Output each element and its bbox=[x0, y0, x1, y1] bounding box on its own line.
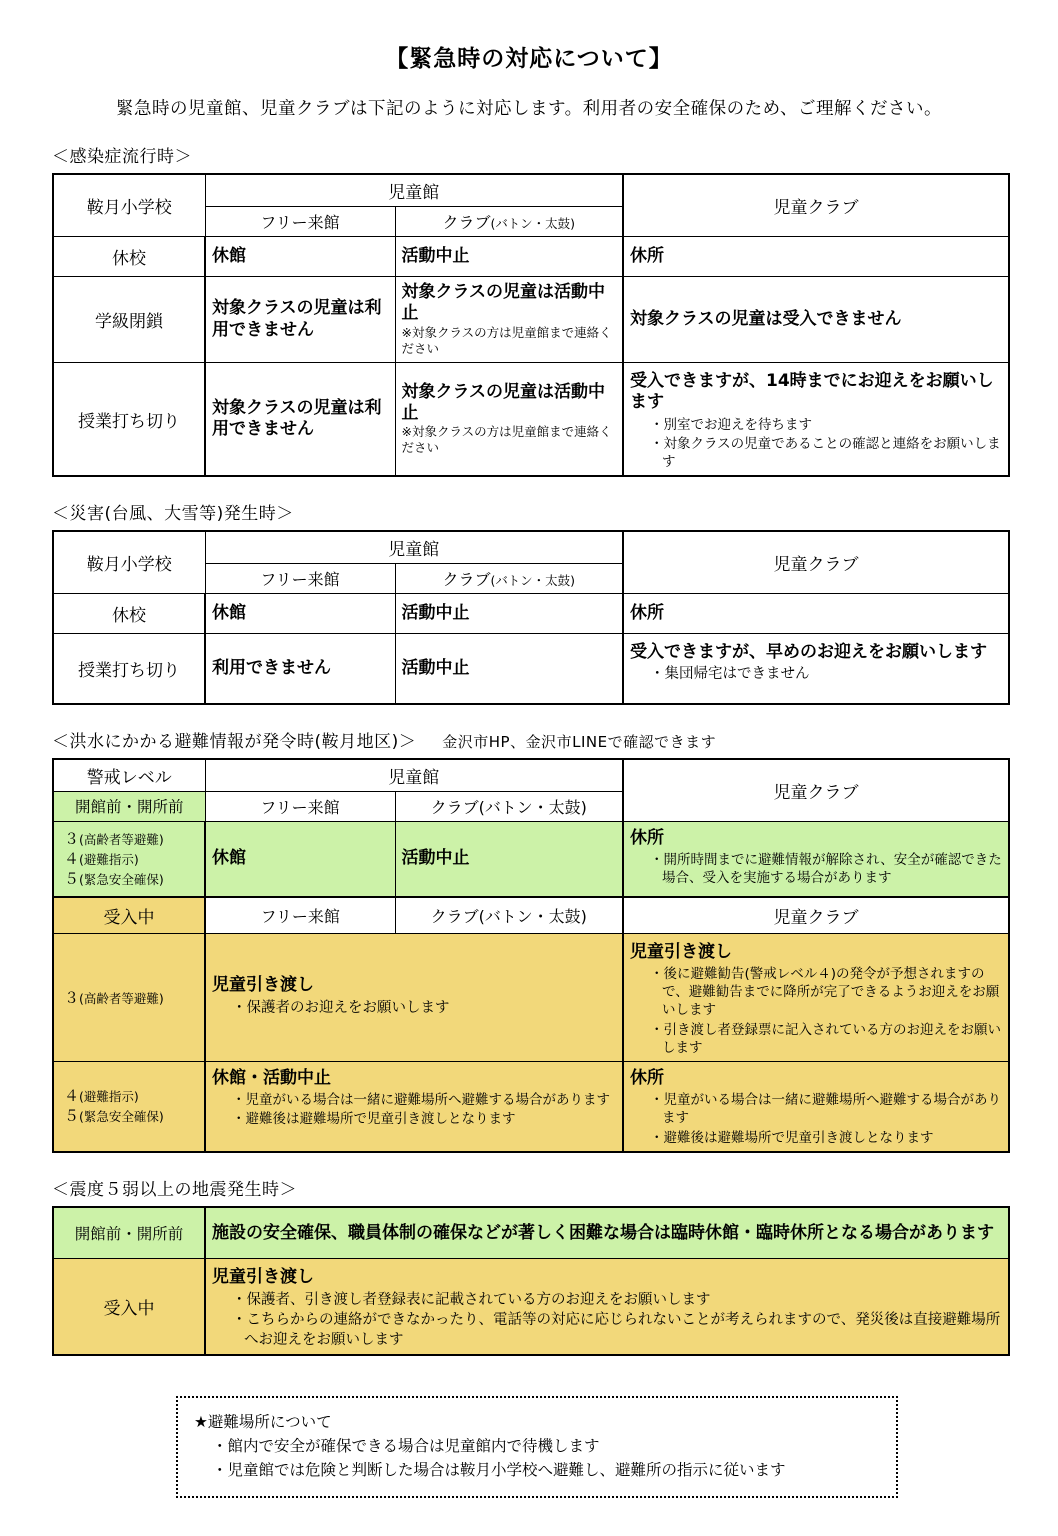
header-jidou-club: 児童クラブ bbox=[623, 174, 1009, 237]
evacuation-note-list bbox=[194, 1435, 880, 1482]
cell-club-class-cancel: 活動中止 bbox=[395, 634, 623, 704]
cell-warning-level-3: ３(高齢者等避難) bbox=[53, 933, 205, 1061]
header-school: 鞍月小学校 bbox=[53, 531, 205, 594]
table-disaster bbox=[52, 530, 1010, 705]
row-label-closed-school: 休校 bbox=[53, 237, 205, 277]
cell-free-closed: 休館 bbox=[205, 594, 395, 634]
header-accepting: 受入中 bbox=[53, 897, 205, 933]
header-club: クラブ(バトン・太鼓) bbox=[395, 207, 623, 237]
bullet-list: ・ 児童がいる場合は一緒に避難場所へ避難する場合があります ・ 避難後は避難場所で児童引き渡しとなります bbox=[212, 1091, 616, 1128]
section-2-heading: ＜災害(台風、大雪等)発生時＞ bbox=[52, 504, 294, 525]
table-row-green bbox=[53, 821, 1009, 897]
lead-paragraph: 緊急時の児童館、児童クラブは下記のように対応します。利用者の安全確保のため、ご理解ください。 bbox=[116, 99, 942, 119]
cell-free-green: 休館 bbox=[205, 821, 395, 897]
cell-jidouclub-green: 休所 ・ 開所時間までに避難情報が解除され、安全が確認できた場合、受入を実施する場合があります bbox=[623, 821, 1009, 897]
table-header-row bbox=[53, 531, 1009, 564]
table-row bbox=[53, 634, 1009, 704]
header-jidoukan: 児童館 bbox=[205, 174, 623, 207]
header-jidou-club-2: 児童クラブ bbox=[623, 897, 1009, 933]
bullet-list: ・ 保護者のお迎えをお願いします bbox=[212, 999, 616, 1019]
table-earthquake bbox=[52, 1206, 1010, 1356]
header-before-open: 開館前・開所前 bbox=[53, 791, 205, 821]
bullet-list: ・ 後に避難勧告(警戒レベル４)の発令が予想されますので、避難勧告までに降所が完了できるようお迎えをお願いします ・ 引き渡し者登録票に記入されている方のお迎えをお願いします bbox=[630, 965, 1002, 1057]
header-warning-level: 警戒レベル bbox=[53, 759, 205, 792]
cell-earthquake-accepting: 児童引き渡し ・ 保護者、引き渡し者登録表に記載されている方のお迎えをお願いします ・ こちらからの連絡ができなかったり、電話等の対応に応じられないことが考えられますので、発災後は直接避難場所へお迎えをお願いします bbox=[205, 1259, 1009, 1355]
table-row-yellow bbox=[53, 933, 1009, 1061]
cell-warning-level-45: ４(避難指示) ５(緊急安全確保) bbox=[53, 1062, 205, 1152]
header-jidou-club: 児童クラブ bbox=[623, 531, 1009, 594]
cell-club-class-closure: 対象クラスの児童は活動中止 ※対象クラスの方は児童館まで連絡ください bbox=[395, 277, 623, 363]
section-1-heading: ＜感染症流行時＞ bbox=[52, 147, 192, 167]
cell-club-class-cancel: 対象クラスの児童は活動中止 ※対象クラスの方は児童館まで連絡ください bbox=[395, 363, 623, 477]
evacuation-note-box bbox=[176, 1396, 898, 1498]
list-item: ・ 館内で安全が確保できる場合は児童館内で待機します bbox=[212, 1435, 880, 1458]
header-club: クラブ(バトン・太鼓) bbox=[395, 564, 623, 594]
bullet-list: ・ 集団帰宅はできません bbox=[630, 665, 1002, 685]
row-label-class-cancel: 授業打ち切り bbox=[53, 634, 205, 704]
cell-jidoukan-handover-3: 児童引き渡し ・ 保護者のお迎えをお願いします bbox=[205, 933, 623, 1061]
table-row bbox=[53, 594, 1009, 634]
row-label-class-cancel: 授業打ち切り bbox=[53, 363, 205, 477]
header-school: 鞍月小学校 bbox=[53, 174, 205, 237]
bullet-list: ・ 保護者、引き渡し者登録表に記載されている方のお迎えをお願いします ・ こちらからの連絡ができなかったり、電話等の対応に応じられないことが考えられますので、発災後は直接避難場所へお迎えをお願いします bbox=[212, 1291, 1002, 1351]
bullet-list: ・ 開所時間までに避難情報が解除され、安全が確認できた場合、受入を実施する場合があります bbox=[630, 851, 1002, 887]
header-club-2: クラブ(バトン・太鼓) bbox=[395, 897, 623, 933]
cell-club-closed: 活動中止 bbox=[395, 594, 623, 634]
cell-jidouclub-class-cancel: 受入できますが、早めのお迎えをお願いします ・ 集団帰宅はできません bbox=[623, 634, 1009, 704]
row-label-class-closure: 学級閉鎖 bbox=[53, 277, 205, 363]
row-label-closed-school: 休校 bbox=[53, 594, 205, 634]
table-header-row bbox=[53, 174, 1009, 207]
section-3-heading: ＜洪水にかかる避難情報が発令時(鞍月地区)＞ 金沢市HP、金沢市LINEで確認できます bbox=[52, 731, 717, 752]
cell-club-green: 活動中止 bbox=[395, 821, 623, 897]
bullet-list: ・ 別室でお迎えを待ちます ・ 対象クラスの児童であることの確認と連絡をお願いします bbox=[630, 416, 1002, 472]
cell-jidouclub-class-cancel: 受入できますが、14時までにお迎えをお願いします ・ 別室でお迎えを待ちます ・ 対象クラスの児童であることの確認と連絡をお願いします bbox=[623, 363, 1009, 477]
cell-jidouclub-class-closure: 対象クラスの児童は受入できません bbox=[623, 277, 1009, 363]
cell-free-closed: 休館 bbox=[205, 237, 395, 277]
cell-free-class-cancel: 利用できません bbox=[205, 634, 395, 704]
header-jidoukan: 児童館 bbox=[205, 759, 623, 792]
document-page bbox=[0, 40, 1058, 1536]
cell-free-class-closure: 対象クラスの児童は利用できません bbox=[205, 277, 395, 363]
header-jidoukan: 児童館 bbox=[205, 531, 623, 564]
header-jidou-club: 児童クラブ bbox=[623, 759, 1009, 822]
cell-jidouclub-handover-3: 児童引き渡し ・ 後に避難勧告(警戒レベル４)の発令が予想されますので、避難勧告までに降所が完了できるようお迎えをお願いします ・ 引き渡し者登録票に記入されている方のお迎えをお願いします bbox=[623, 933, 1009, 1061]
section-3-note: 金沢市HP、金沢市LINEで確認できます bbox=[442, 732, 717, 751]
header-free-visit: フリー来館 bbox=[205, 564, 395, 594]
table-row bbox=[53, 363, 1009, 477]
evacuation-note-title: ★避難場所について bbox=[194, 1413, 332, 1432]
list-item: ・ 児童館では危険と判断した場合は鞍月小学校へ避難し、避難所の指示に従います bbox=[212, 1459, 880, 1482]
table-infectious-disease bbox=[52, 173, 1010, 477]
cell-jidouclub-closed: 休所 bbox=[623, 237, 1009, 277]
cell-free-class-cancel: 対象クラスの児童は利用できません bbox=[205, 363, 395, 477]
header-club: クラブ(バトン・太鼓) bbox=[395, 791, 623, 821]
table-row bbox=[53, 237, 1009, 277]
cell-jidouclub-closed: 休所 bbox=[623, 594, 1009, 634]
section-4-heading: ＜震度５弱以上の地震発生時＞ bbox=[52, 1179, 297, 1200]
table-subheader-row-accepting bbox=[53, 897, 1009, 933]
header-free-visit: フリー来館 bbox=[205, 791, 395, 821]
row-label-accepting: 受入中 bbox=[53, 1259, 205, 1355]
table-header-row bbox=[53, 759, 1009, 792]
table-row-yellow bbox=[53, 1259, 1009, 1355]
table-flood-evacuation bbox=[52, 758, 1010, 1153]
header-free-visit-2: フリー来館 bbox=[205, 897, 395, 933]
cell-jidouclub-closed-45: 休所 ・ 児童がいる場合は一緒に避難場所へ避難する場合があります ・ 避難後は避難場所で児童引き渡しとなります bbox=[623, 1062, 1009, 1152]
cell-earthquake-before-open: 施設の安全確保、職員体制の確保などが著しく困難な場合は臨時休館・臨時休所となる場合があります bbox=[205, 1207, 1009, 1259]
table-row bbox=[53, 277, 1009, 363]
row-label-before-open: 開館前・開所前 bbox=[53, 1207, 205, 1259]
table-row-green bbox=[53, 1207, 1009, 1259]
cell-jidoukan-closed-45: 休館・活動中止 ・ 児童がいる場合は一緒に避難場所へ避難する場合があります ・ 避難後は避難場所で児童引き渡しとなります bbox=[205, 1062, 623, 1152]
page-title: 【緊急時の対応について】 bbox=[385, 46, 673, 72]
cell-club-closed: 活動中止 bbox=[395, 237, 623, 277]
table-row-yellow bbox=[53, 1062, 1009, 1152]
header-free-visit: フリー来館 bbox=[205, 207, 395, 237]
cell-warning-levels-345: ３(高齢者等避難) ４(避難指示) ５(緊急安全確保) bbox=[53, 821, 205, 897]
bullet-list: ・ 児童がいる場合は一緒に避難場所へ避難する場合があります ・ 避難後は避難場所で児童引き渡しとなります bbox=[630, 1091, 1002, 1147]
